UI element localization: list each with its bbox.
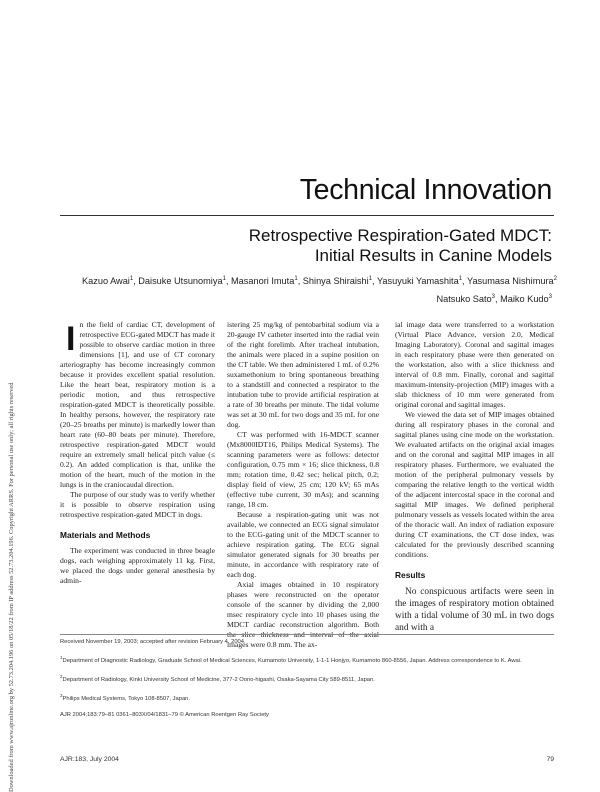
page-number: 79 <box>546 756 554 763</box>
body-column-2 <box>227 320 379 650</box>
citation-line: AJR 2004;183:79–81 0361–803X/04/1831–79 © American Roentgen Ray Society <box>60 711 269 718</box>
author-affiliation-mark: 1 <box>129 276 134 282</box>
download-notice-sidebar <box>0 0 15 792</box>
author-affiliation-mark: 1 <box>458 276 463 282</box>
received-note: Received November 19, 2003; accepted after revision February 4, 2004. <box>60 639 246 645</box>
footnote-3: $^3$Philips Medical Systems, Tokyo 108-8507, Japan. <box>60 692 191 702</box>
author-affiliation-mark: 2 <box>553 276 557 282</box>
author-name: Kazuo Awai <box>82 276 130 287</box>
drop-cap: I <box>66 320 76 358</box>
author-affiliation-mark: 3 <box>491 294 496 301</box>
title-line-1: Retrospective Respiration-Gated MDCT: <box>248 226 552 245</box>
author-affiliation-mark: 3 <box>548 294 552 301</box>
col2-paragraph-2: CT was performed with 16-MDCT scanner (Mx8000IDT16, Philips Medical Systems). The scanning parameters were as follows: detector configuration, 0.75 mm × 16; slice thickness, 0.8 mm; rotation time, 0.42 sec; helical pitch, 0.2; display field of view, 25 cm; 120 kV; 65 mAs (effective tube current, 30 mAs); and scanning range, 18 cm. <box>227 430 379 509</box>
author-name: Yasumasa Nishimura <box>467 276 554 287</box>
footnote-rule <box>60 634 554 635</box>
author-name: Yasuyuki Yamashita <box>376 276 459 287</box>
results-heading: Results <box>395 570 426 580</box>
article-title <box>82 226 552 266</box>
col3-paragraph-1: ial image data were transferred to a workstation (Virtual Place Advance, version 2.0, Medical Imaging Laboratory). Coronal and sagittal images in each respiratory phase were then generated on the workstation, also with a slice thickness and interval of 0.8 mm. Finally, coronal and sagittal maximum-intensity-projection (MIP) images with a slab thickness of 10 mm were generated from original coronal and sagittal images. <box>395 320 554 409</box>
authors-line-1: Kazuo Awai$^1$, Daisuke Utsunomiya$^1$, Masanori Imuta$^1$, Shinya Shiraishi$^1$, Yasuyuki Yamashita$^1$, Yasumasa Nishimura$^2$ <box>82 276 557 287</box>
col3-paragraph-2: We viewed the data set of MIP images obtained during all respiratory phases in the coronal and sagittal planes using cine mode on the workstation. We evaluated artifacts on the original axial images and on the coronal and sagittal MIP images in all respiratory phases. Furthermore, we evaluated the motion of the peripheral pulmonary vessels by comparing the relative length to the vertical width of the adjacent intercostal space in the coronal and sagittal MIP images. We defined peripheral pulmonary vessels as vessels located within the area of the thoracic wall. An index of radiation exposure during CT examinations, the CT dose index, was calculated for the previously described scanning conditions. <box>395 410 554 559</box>
author-affiliation-mark: 1 <box>222 276 226 282</box>
author-affiliation-mark: 1 <box>294 276 298 282</box>
author-name: Daisuke Utsunomiya <box>138 276 223 287</box>
col2-paragraph-3: Because a respiration-gating unit was not available, we connected an ECG signal simulator to the ECG-gating unit of the MDCT scanner to achieve respiration gating. The ECG signal simulator generated signals for 30 breaths per minute, in accordance with respiratory rate of each dog. <box>227 510 379 579</box>
download-notice: Downloaded from www.ajronline.org by 52.73.204.196 on 05/18/22 from IP address 52.73.204.196. Copyright ARRS. For personal use only; all rights reserved <box>8 382 15 792</box>
results-paragraph: No conspicuous artifacts were seen in the images of respiratory motion obtained with a tidal volume of 30 mL in two dogs and with a <box>395 587 554 633</box>
authors-line-2: Natsuko Sato$^3$, Maiko Kudo$^3$ <box>436 294 552 305</box>
purpose-paragraph: The purpose of our study was to verify whether it is possible to observe respiration using retrospective respiration-gated MDCT in dogs. <box>60 490 215 519</box>
col2-paragraph-4: Axial images obtained in 10 respiratory phases were reconstructed on the operator console of the scanner by dividing the 2,000 msec respiratory cycle into 10 phases using the MDCT cardiac reconstruction algorithm. Both images were 0.8 mm. The ax- <box>227 580 379 649</box>
author-name: Shinya Shiraishi <box>302 276 369 287</box>
col2-paragraph-1: istering 25 mg/kg of pentobarbital sodium via a 20-gauge IV catheter inserted into the radial vein of the right forelimb. After tracheal intubation, the animals were placed in a supine position on the CT table. We then administered 1 mL of 0.2% suxamethonium to bring spontaneous breathing to a standstill and connected a respirator to the intubation tube to provide artificial respiration at a rate of 30 breaths per minute. The tidal volume was set at 30 mL for two dogs and 35 mL for one dog. <box>227 320 379 429</box>
author-name: Natsuko Sato <box>436 294 492 305</box>
body-column-1 <box>60 320 215 586</box>
author-name: Maiko Kudo <box>500 294 549 305</box>
footnotes <box>60 638 554 727</box>
author-affiliation-mark: 1 <box>368 276 373 282</box>
methods-heading: Materials and Methods <box>60 530 151 540</box>
intro-paragraph: n the field of cardiac CT, development of retrospective ECG-gated MDCT has made it possible to observe cardiac motion in three dimensions [1], and use of CT coronary arteriography has become increasingly common because it provides excellent spatial resolution. Like the heart beat, respiratory motion is a periodic motion, and thus retrospective respiration-gated MDCT is theoretically possible. In healthy persons, however, the respiratory rate (20–25 breaths per minute) is markedly lower than heart rate (60–80 beats per minute). Therefore, retrospective respiration-gated MDCT would require an extremely small helical pitch value (≤ 0.2). An added complication is that, unlike the motion of the heart, much of the motion in the lungs is in the craniocaudal direction. <box>60 320 215 489</box>
header-rule <box>60 215 554 216</box>
section-title: Technical Innovation <box>299 174 552 206</box>
footnote-2: $^2$Department of Radiology, Kinki University School of Medicine, 377-2 Oono-higashi, Osaka-Sayama City 589-8511, Japan. <box>60 673 375 683</box>
author-name: Masanori Imuta <box>231 276 295 287</box>
footnote-1: $^1$Department of Diagnostic Radiology, Graduate School of Medical Sciences, Kumamoto University, 1-1-1 Honjyo, Kumamoto 860-8556, Japan. Address correspondence to K. Awai. <box>60 655 522 664</box>
title-line-2: Initial Results in Canine Models <box>314 246 552 265</box>
methods-paragraph: The experiment was conducted in three beagle dogs, each weighing approximately 11 kg. First, we placed the dogs under general anesthesia by admin- <box>60 546 215 585</box>
journal-issue: AJR:183, July 2004 <box>60 756 119 763</box>
body-column-3 <box>395 320 554 634</box>
author-list <box>82 271 557 307</box>
